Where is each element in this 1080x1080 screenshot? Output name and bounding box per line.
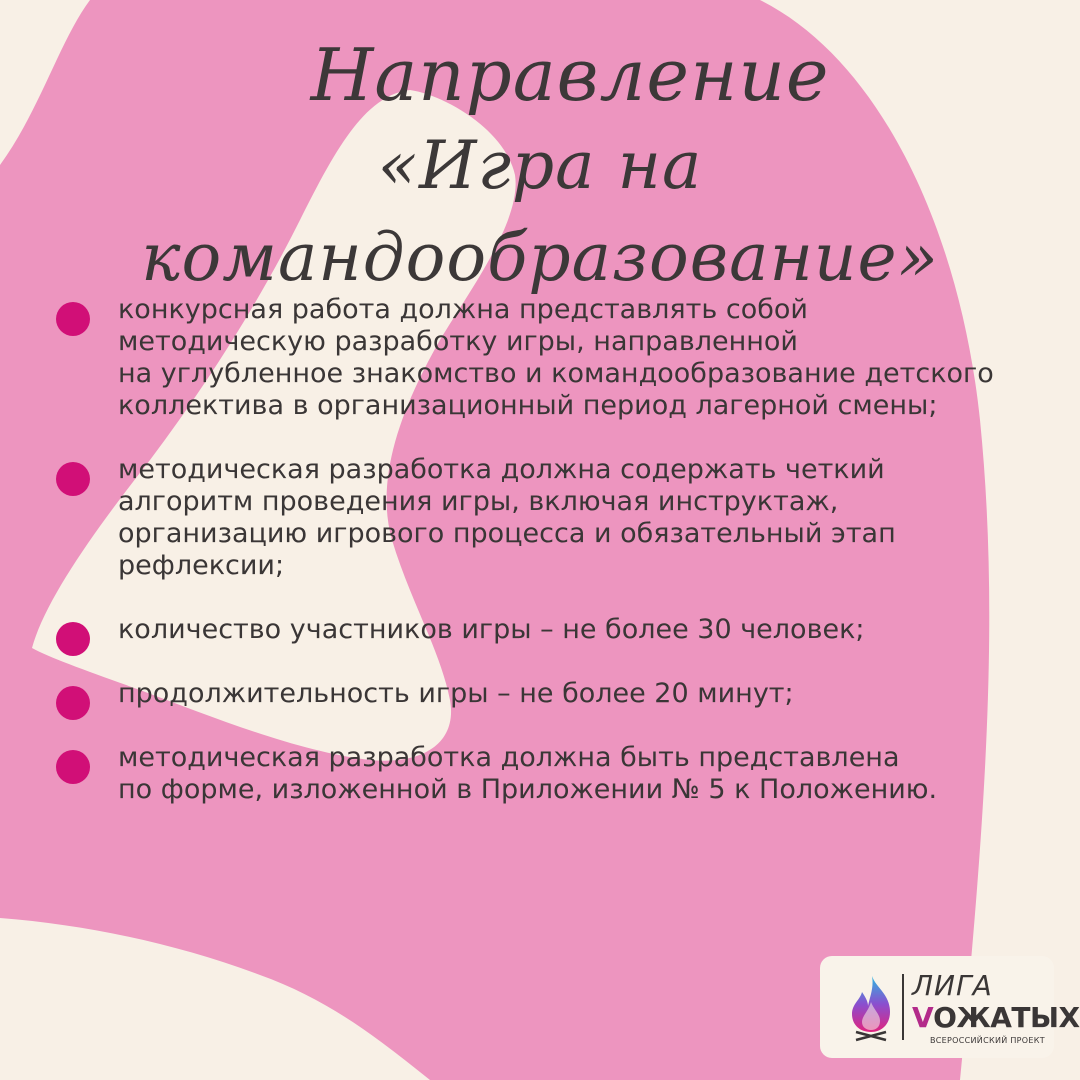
bullet-dot-icon (56, 750, 90, 784)
list-item (56, 678, 1056, 710)
list-item (56, 742, 1056, 806)
list-item-text: методическая разработка должна содержать четкий алгоритм проведения игры, включая инструктаж, организацию игрового процесса и обязательный этап рефлексии; (118, 454, 896, 581)
bullet-dot-icon (56, 302, 90, 336)
list-item (56, 614, 1056, 646)
logo-divider (902, 974, 904, 1040)
list-item-text: продолжительность игры – не более 20 минут; (118, 678, 794, 709)
bullet-dot-icon (56, 462, 90, 496)
bullet-dot-icon (56, 622, 90, 656)
logo-subtitle: ВСЕРОССИЙСКИЙ ПРОЕКТ (930, 1036, 1045, 1045)
logo-text-liga: ЛИГА (912, 969, 993, 1002)
list-item-text: методическая разработка должна быть представлена по форме, изложенной в Приложении № 5 к Положению. (118, 742, 938, 805)
flame-icon (846, 974, 896, 1042)
list-item (56, 294, 1056, 422)
bullet-dot-icon (56, 686, 90, 720)
list-item-text: конкурсная работа должна представлять собой методическую разработку игры, направленной на углубленное знакомство и командообразование детского коллектива в организационный период лагерной смены; (118, 294, 994, 421)
requirements-list (56, 294, 1056, 838)
liga-vozhatykh-logo (820, 956, 1080, 1058)
list-item-text: количество участников игры – не более 30 человек; (118, 614, 865, 645)
logo-text-rest: ОЖАТЫХ (933, 1001, 1080, 1034)
page-title (0, 30, 1080, 304)
list-item (56, 454, 1056, 582)
logo-text-vozhatykh (912, 1002, 1080, 1034)
title-line-1: Направление (310, 33, 830, 117)
logo-letter-v: V (912, 1001, 934, 1034)
title-line-2: «Игра на командообразование» (141, 127, 939, 296)
